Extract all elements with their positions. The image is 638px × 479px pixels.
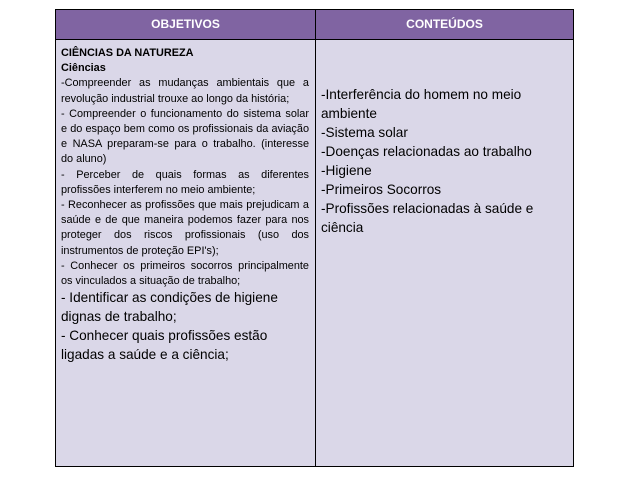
objetivo-item: - Compreender o funcionamento do sistema solar e do espaço bem como os profissionais da aviação e NASA preparam-se para o trabalho. (interesse do aluno) [61,107,309,166]
objetivo-item: - Conhecer os primeiros socorros principalmente os vinculados a situação de trabalho; [61,259,309,288]
conteudo-item: -Profissões relacionadas à saúde e ciência [321,201,534,235]
objetivos-cell [61,46,309,364]
header-conteudos: CONTEÚDOS [406,17,483,31]
objetivo-item: - Conhecer quais profissões estão ligadas a saúde e a ciência; [61,327,268,362]
section-subtitle: Ciências [61,62,106,75]
section-title: CIÊNCIAS DA NATUREZA [61,47,194,59]
header-objetivos: OBJETIVOS [151,17,220,31]
objetivo-item: - Reconhecer as profissões que mais prejudicam a saúde e de que maneira podemos fazer para nos proteger dos riscos profissionais (uso dos instrumentos de proteção EPI's); [61,199,309,257]
objetivo-item: - Identificar as condições de higiene dignas de trabalho; [61,290,278,325]
conteudo-item: -Higiene [321,163,372,178]
curriculum-table [55,9,574,467]
objetivo-item: -Compreender as mudanças ambientais que a revolução industrial trouxe ao longo da história; [61,77,309,105]
conteudo-item: -Interferência do homem no meio ambiente [321,87,522,121]
conteudo-item: -Doenças relacionadas ao trabalho [321,144,532,159]
column-divider [315,10,316,466]
conteudos-cell [321,85,567,237]
objetivo-item: - Perceber de quais formas as diferentes profissões interferem no meio ambiente; [61,168,309,196]
conteudo-item: -Primeiros Socorros [321,182,442,197]
conteudo-item: -Sistema solar [321,125,408,140]
